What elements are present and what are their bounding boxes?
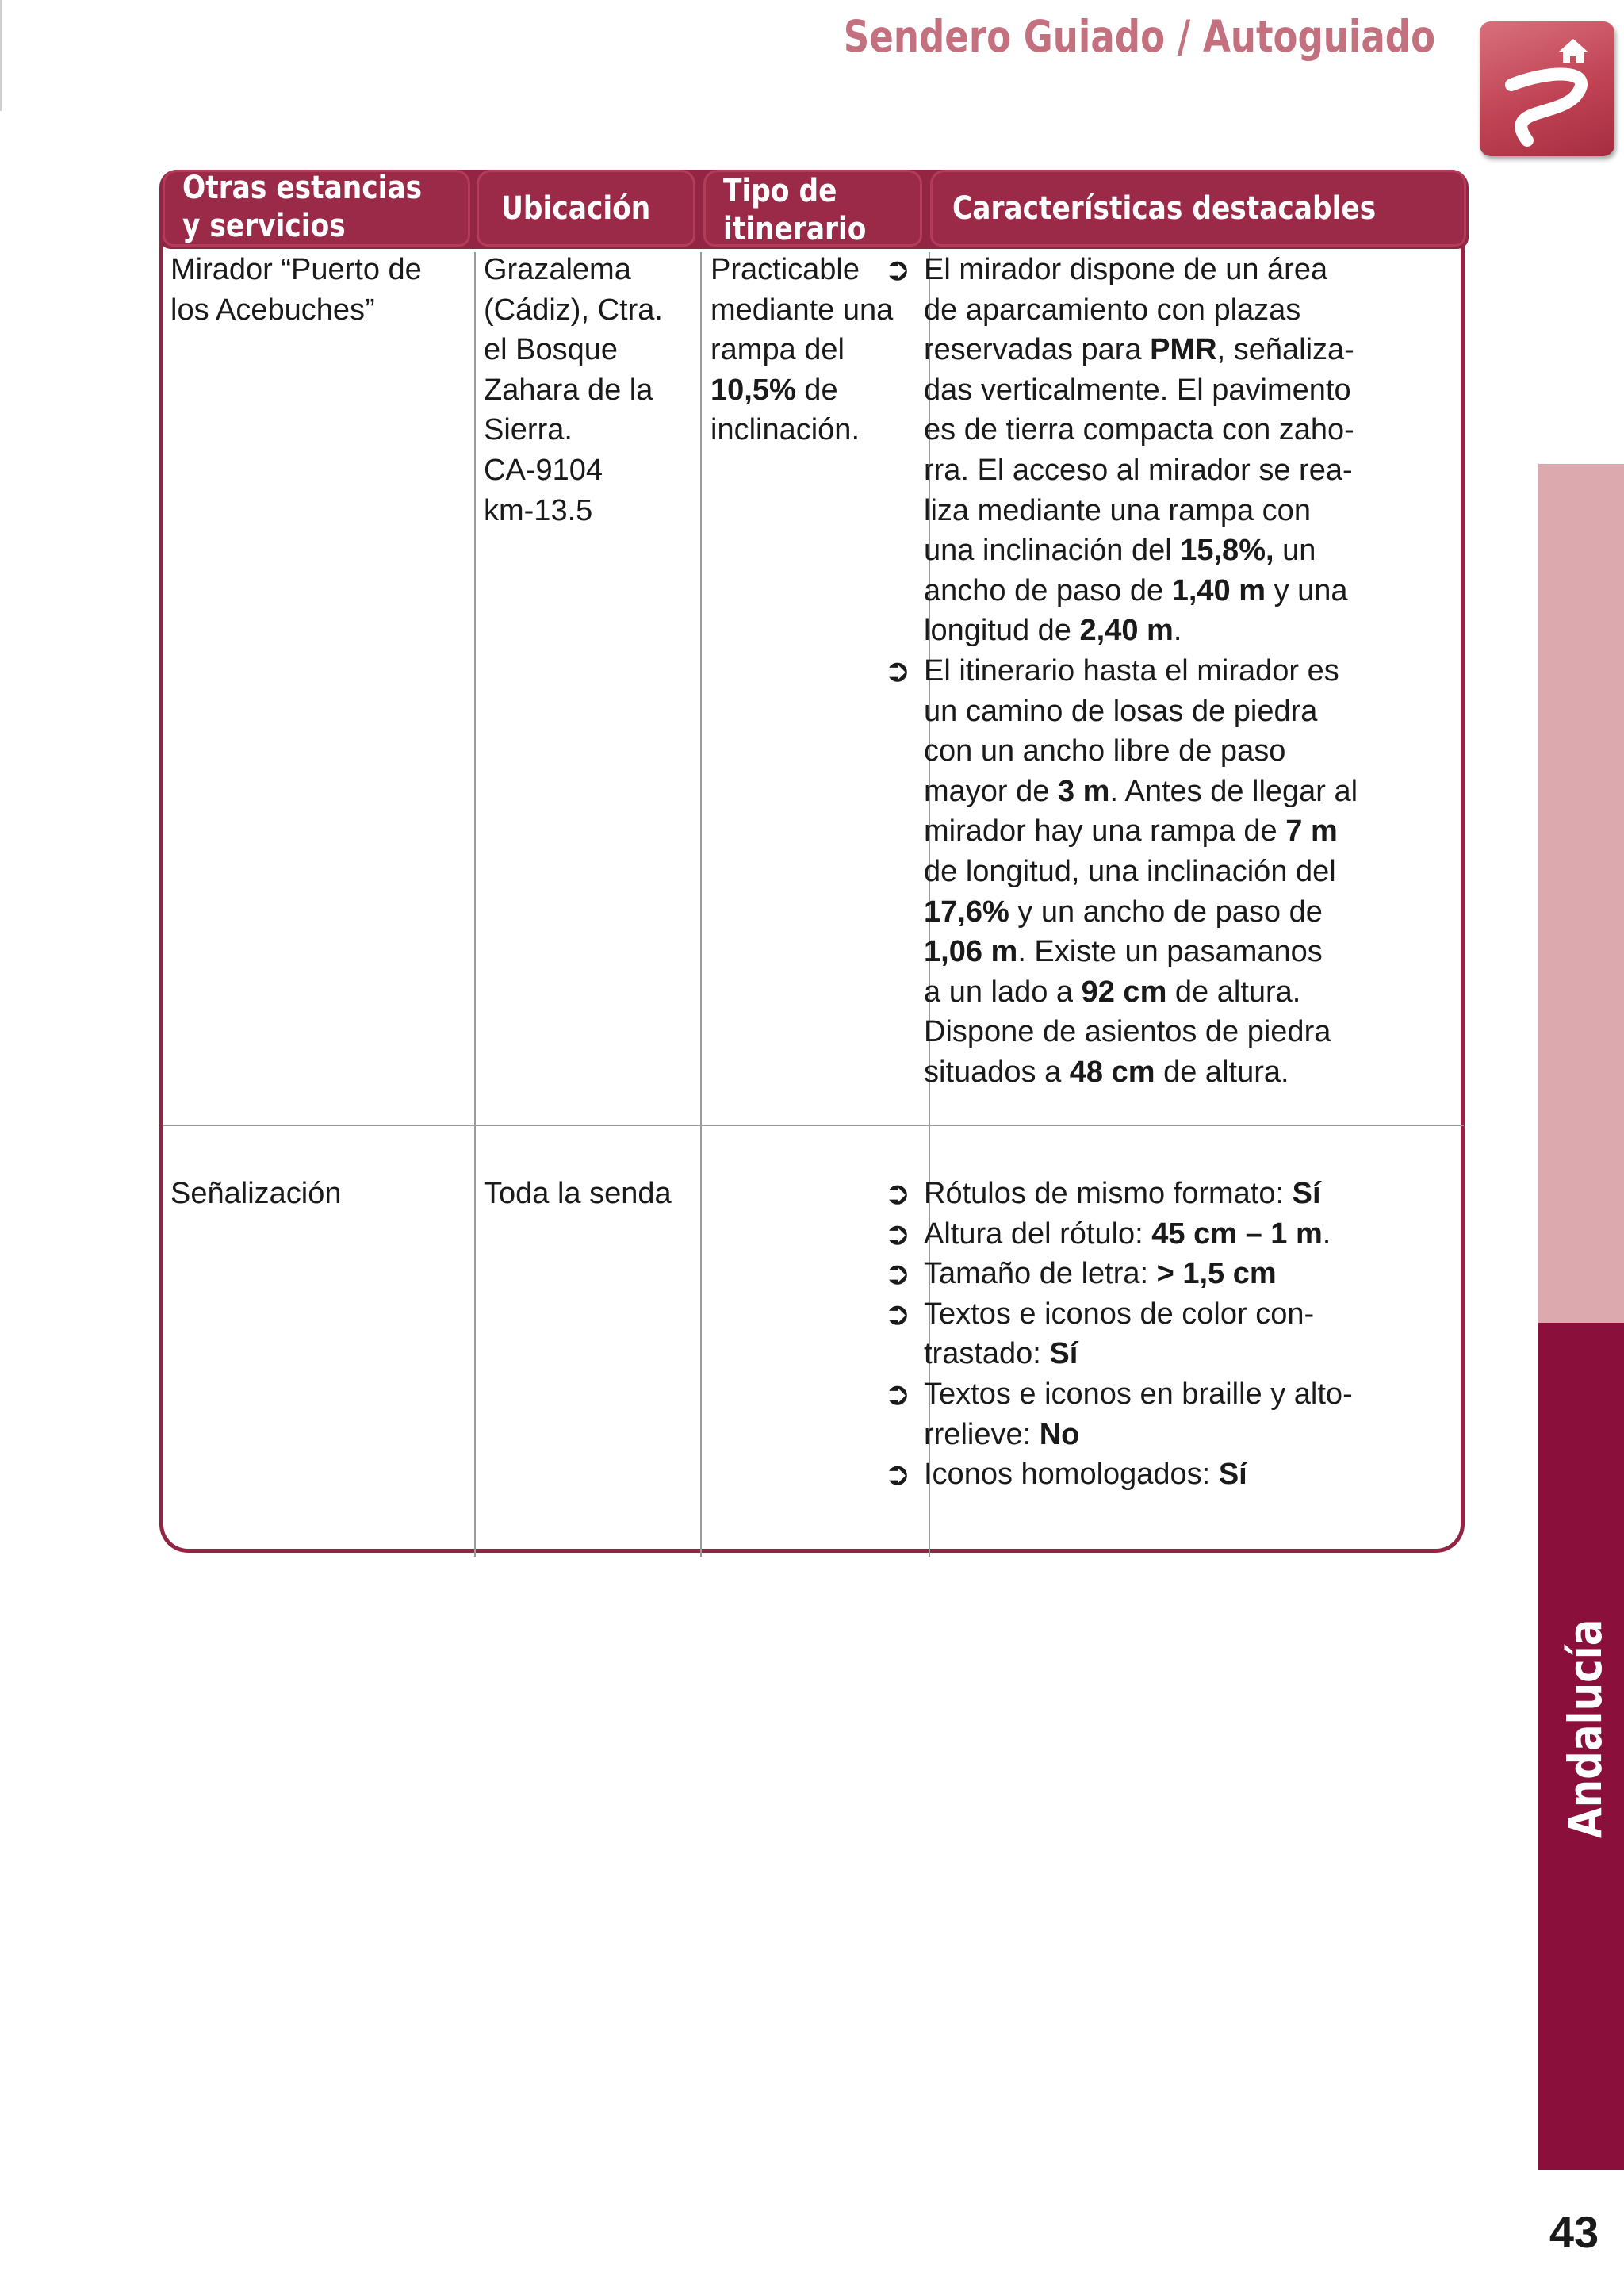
column-title-tipo-1: Tipo de xyxy=(723,173,837,209)
feature-line: Iconos homologados: Sí xyxy=(924,1458,1247,1492)
feature-line: reservadas para PMR, señaliza- xyxy=(924,333,1354,367)
arrow-bullet-icon: ➲ xyxy=(884,1216,911,1251)
feature-line: El itinerario hasta el mirador es xyxy=(924,653,1339,688)
feature-line: una inclinación del 15,8%, un xyxy=(924,534,1316,568)
cell-line: el Bosque xyxy=(484,333,619,367)
feature-item xyxy=(884,651,1495,1093)
feature-line: Altura del rótulo: 45 cm – 1 m. xyxy=(924,1217,1331,1251)
column-title-tipo-2: itinerario xyxy=(723,211,867,247)
feature-line: Rótulos de mismo formato: Sí xyxy=(924,1177,1321,1210)
home-icon xyxy=(1559,39,1588,63)
cell-line: (Cádiz), Ctra. xyxy=(484,293,663,327)
home-logo-button[interactable] xyxy=(1480,21,1614,156)
column-title-caracteristicas: Características destacables xyxy=(952,190,1377,227)
row2-location-cell xyxy=(484,1174,672,1214)
page-number: 43 xyxy=(1549,2207,1599,2257)
arrow-bullet-icon: ➲ xyxy=(884,1457,911,1492)
feature-line: trastado: Sí xyxy=(924,1337,1078,1371)
feature-line: a un lado a 92 cm de altura. xyxy=(924,975,1301,1009)
row1-itinerary-cell xyxy=(710,250,893,450)
feature-item xyxy=(884,1174,1495,1214)
feature-line: rra. El acceso al mirador se rea- xyxy=(924,453,1353,487)
cell-line: Mirador “Puerto de xyxy=(170,253,422,286)
feature-line: longitud de 2,40 m. xyxy=(924,614,1182,648)
feature-line: das verticalmente. El pavimento xyxy=(924,373,1351,407)
row1-name-cell xyxy=(170,250,422,330)
column-divider xyxy=(700,252,702,1557)
feature-line: es de tierra compacta con zaho- xyxy=(924,413,1354,447)
feature-item xyxy=(884,1254,1495,1294)
cell-line: km-13.5 xyxy=(484,493,593,527)
feature-line: 17,6% y un ancho de paso de xyxy=(924,895,1323,929)
feature-line: Dispone de asientos de piedra xyxy=(924,1015,1331,1049)
arrow-bullet-icon: ➲ xyxy=(884,1296,911,1331)
cell-line: Sierra. xyxy=(484,413,573,447)
feature-line: rrelieve: No xyxy=(924,1417,1080,1451)
row1-location-cell xyxy=(484,250,663,531)
feature-line: mirador hay una rampa de 7 m xyxy=(924,814,1338,849)
cell-line: Señalización xyxy=(170,1177,342,1210)
cell-line: mediante una xyxy=(710,293,894,327)
cell-line: Toda la senda xyxy=(484,1177,672,1210)
feature-item xyxy=(884,1374,1495,1454)
column-title-otras-1: Otras estancias xyxy=(182,170,423,206)
road-logo-icon xyxy=(1480,21,1614,156)
cell-line: los Acebuches” xyxy=(170,293,375,327)
arrow-bullet-icon: ➲ xyxy=(884,252,911,287)
arrow-bullet-icon: ➲ xyxy=(884,1256,911,1292)
page-header-title: Sendero Guiado / Autoguiado xyxy=(843,11,1435,62)
column-divider xyxy=(474,252,476,1557)
feature-line: liza mediante una rampa con xyxy=(924,493,1311,527)
feature-line: con un ancho libre de paso xyxy=(924,734,1286,768)
cell-line: Practicable xyxy=(710,253,860,286)
feature-item xyxy=(884,250,1495,651)
row-divider xyxy=(163,1125,1464,1126)
feature-line: mayor de 3 m. Antes de llegar al xyxy=(924,774,1358,808)
feature-item xyxy=(884,1454,1495,1495)
arrow-bullet-icon: ➲ xyxy=(884,1376,911,1412)
feature-line: Textos e iconos de color con- xyxy=(924,1297,1315,1331)
cell-line: Grazalema xyxy=(484,253,631,286)
feature-line: 1,06 m. Existe un pasamanos xyxy=(924,935,1323,969)
cell-line: CA-9104 xyxy=(484,453,603,487)
cell-line-rich: 10,5% de xyxy=(710,373,838,407)
cell-line: rampa del xyxy=(710,333,845,367)
row1-features-cell xyxy=(884,250,1495,1092)
feature-line: Tamaño de letra: > 1,5 cm xyxy=(924,1257,1277,1291)
column-title-otras-2: y servicios xyxy=(182,208,346,244)
feature-line: situados a 48 cm de altura. xyxy=(924,1055,1289,1089)
arrow-bullet-icon: ➲ xyxy=(884,653,911,688)
cell-line: Zahara de la xyxy=(484,373,653,407)
cell-line: inclinación. xyxy=(710,413,860,447)
feature-line: de aparcamiento con plazas xyxy=(924,293,1301,327)
side-tab-light xyxy=(1538,464,1624,1324)
column-title-ubicacion: Ubicación xyxy=(501,190,651,227)
feature-item xyxy=(884,1214,1495,1255)
feature-line: Textos e iconos en braille y alto- xyxy=(924,1377,1353,1411)
arrow-bullet-icon: ➲ xyxy=(884,1176,911,1211)
feature-line: un camino de losas de piedra xyxy=(924,694,1318,728)
row2-name-cell xyxy=(170,1174,341,1214)
feature-line: ancho de paso de 1,40 m y una xyxy=(924,573,1348,607)
side-tab-label: Andalucía xyxy=(1558,1619,1612,1838)
feature-line: de longitud, una inclinación del xyxy=(924,854,1336,888)
row2-features-cell xyxy=(884,1174,1495,1495)
page-edge-line xyxy=(0,0,2,111)
feature-line: El mirador dispone de un área xyxy=(924,253,1328,286)
feature-item xyxy=(884,1294,1495,1374)
